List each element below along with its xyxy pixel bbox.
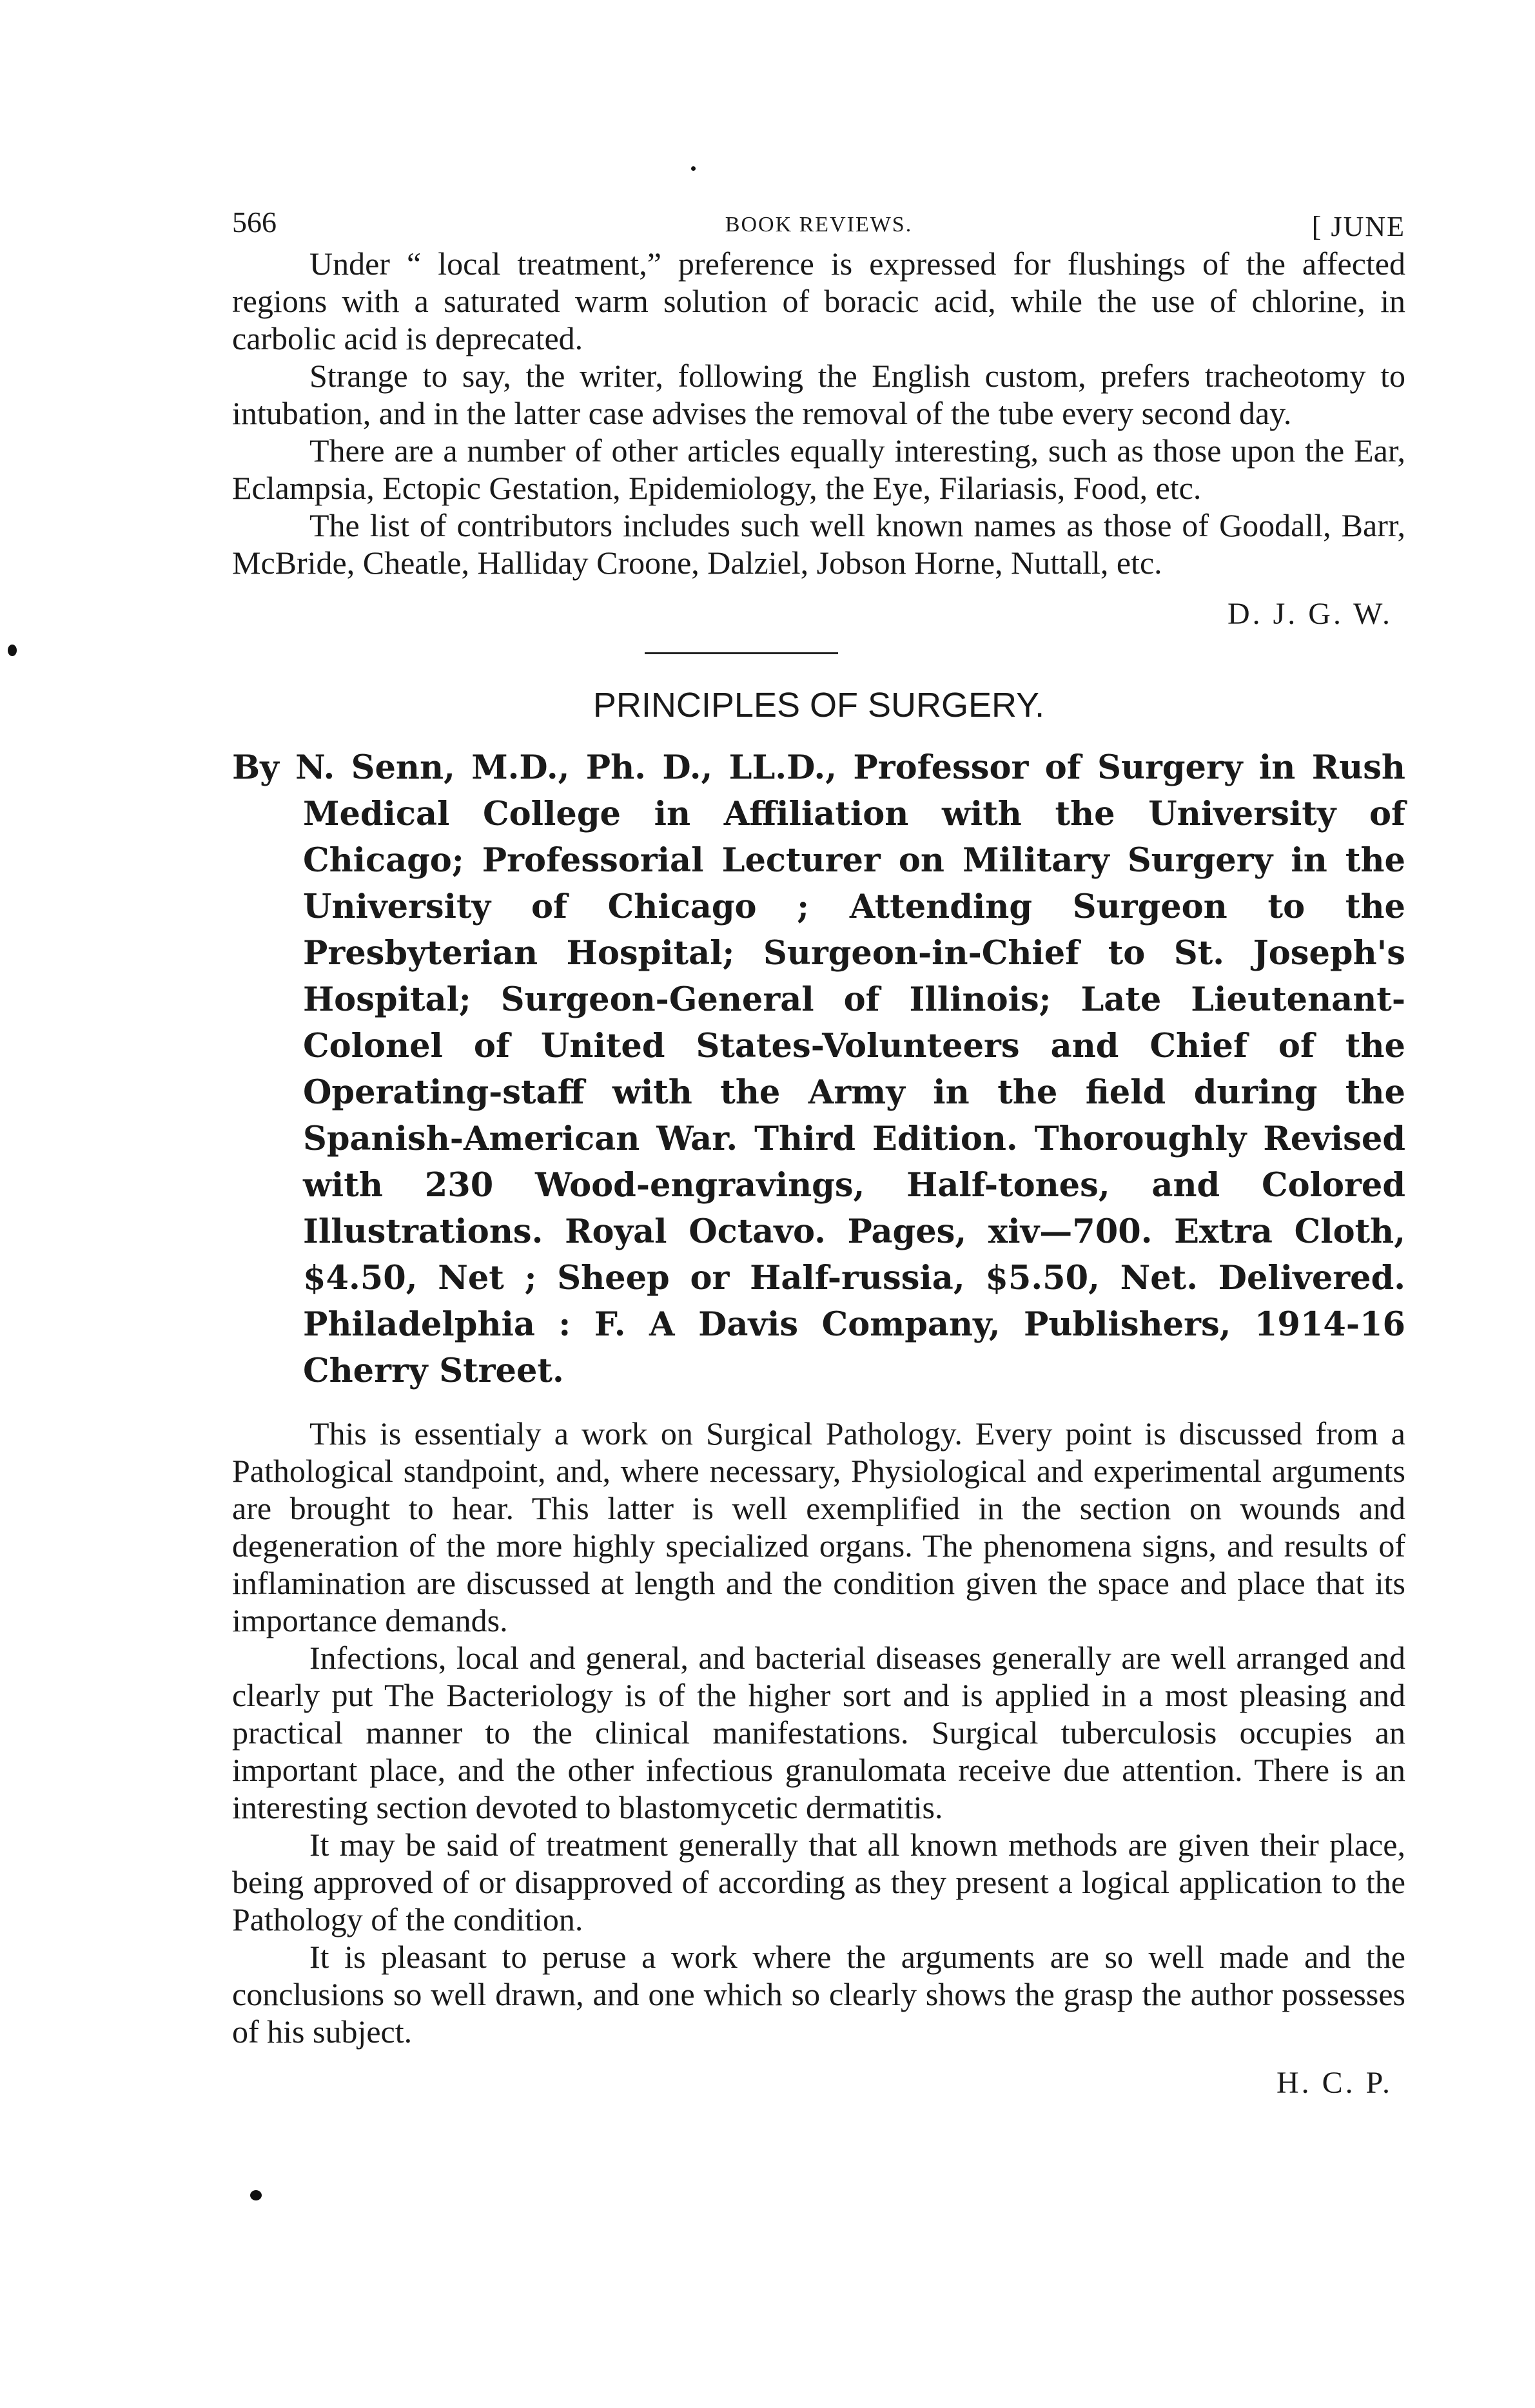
paragraph: Under “ local treatment,” preference is expressed for flushings of the affected regions with a saturated warm solution of boracic acid, while the use of chlorine, in carbolic acid is deprecated. [232,246,1405,356]
paragraph: This is essentialy a work on Surgical Pathology. Every point is discussed from a Pathological standpoint, and, where necessary, Physiological and experimental arguments are brought to hear. This latter is well exemplified in the section on wounds and degeneration of the more highly specialized organs. The phenomena signs, and results of inflamination are discussed at length and the condition given the space and place that its importance demands. [232,1415,1405,1638]
paragraph: The list of contributors includes such well known names as those of Goodall, Barr, McBride, Cheatle, Halliday Croone, Dalziel, Jobson Horne, Nuttall, etc. [232,507,1405,581]
paragraph: Infections, local and general, and bacterial diseases generally are well arranged and clearly put The Bacteriology is of the higher sort and is applied in a most pleasing and practical manner to the clinical manifestations. Surgical tuberculosis occupies an important place, and the other infectious granulomata receive due attention. There is an interesting section devoted to blastomycetic dermatitis. [232,1640,1405,1825]
page-number: 566 [232,206,277,238]
paragraph: There are a number of other articles equally interesting, such as those upon the Ear, Eclampsia, Ectopic Gestation, Epidemiology, the Eye, Filariasis, Food, etc. [232,432,1405,506]
section-title: BOOK REVIEWS. [725,213,913,237]
paragraph: Strange to say, the writer, following the English custom, prefers tracheotomy to intubation, and in the latter case advises the removal of the tube every second day. [232,358,1405,431]
book-title: PRINCIPLES OF SURGERY. [592,686,1045,724]
reviewer-initials: H. C. P. [1276,2066,1393,2100]
running-head [232,193,1405,245]
section-divider [645,652,838,654]
paragraph: It may be said of treatment generally that all known methods are given their place, being approved of or disapproved of according as they present a logical application to the Pathology of the condition. [232,1827,1405,1937]
issue-month: [ JUNE [1311,211,1405,242]
paragraph: It is pleasant to peruse a work where the arguments are so well made and the conclusions so well drawn, and one which so clearly shows the grasp the author possesses of his subject. [232,1939,1405,2050]
reviewer-initials: D. J. G. W. [1227,597,1393,631]
review-2 [232,1415,1405,2102]
book-citation: By N. Senn, M.D., Ph. D., LL.D., Professor of Surgery in Rush Medical College in Affiliation with the University of Chicago; Professorial Lecturer on Military Surgery in the University of Chicago ; Attending Surgeon to the Presbyterian Hospital; Surgeon-in-Chief to St. Joseph's Hospital; Surgeon-General of Illinois; Late Lieutenant-Colonel of United States-Volunteers and Chief of the Operating-staff with the Army in the field during the Spanish-American War. Third Edition. Thoroughly Revised with 230 Wood-engravings, Half-tones, and Colored Illustrations. Royal Octavo. Pages, xiv—700. Extra Cloth, $4.50, Net ; Sheep or Half-russia, $5.50, Net. Delivered. Philadelphia : F. A Davis Company, Publishers, 1914-16 Cherry Street. [232,748,1405,1390]
review-1 [232,245,1405,633]
book-page [232,193,1405,2102]
ink-speck [250,2190,262,2200]
ink-speck [8,645,17,656]
ink-speck [691,166,696,171]
